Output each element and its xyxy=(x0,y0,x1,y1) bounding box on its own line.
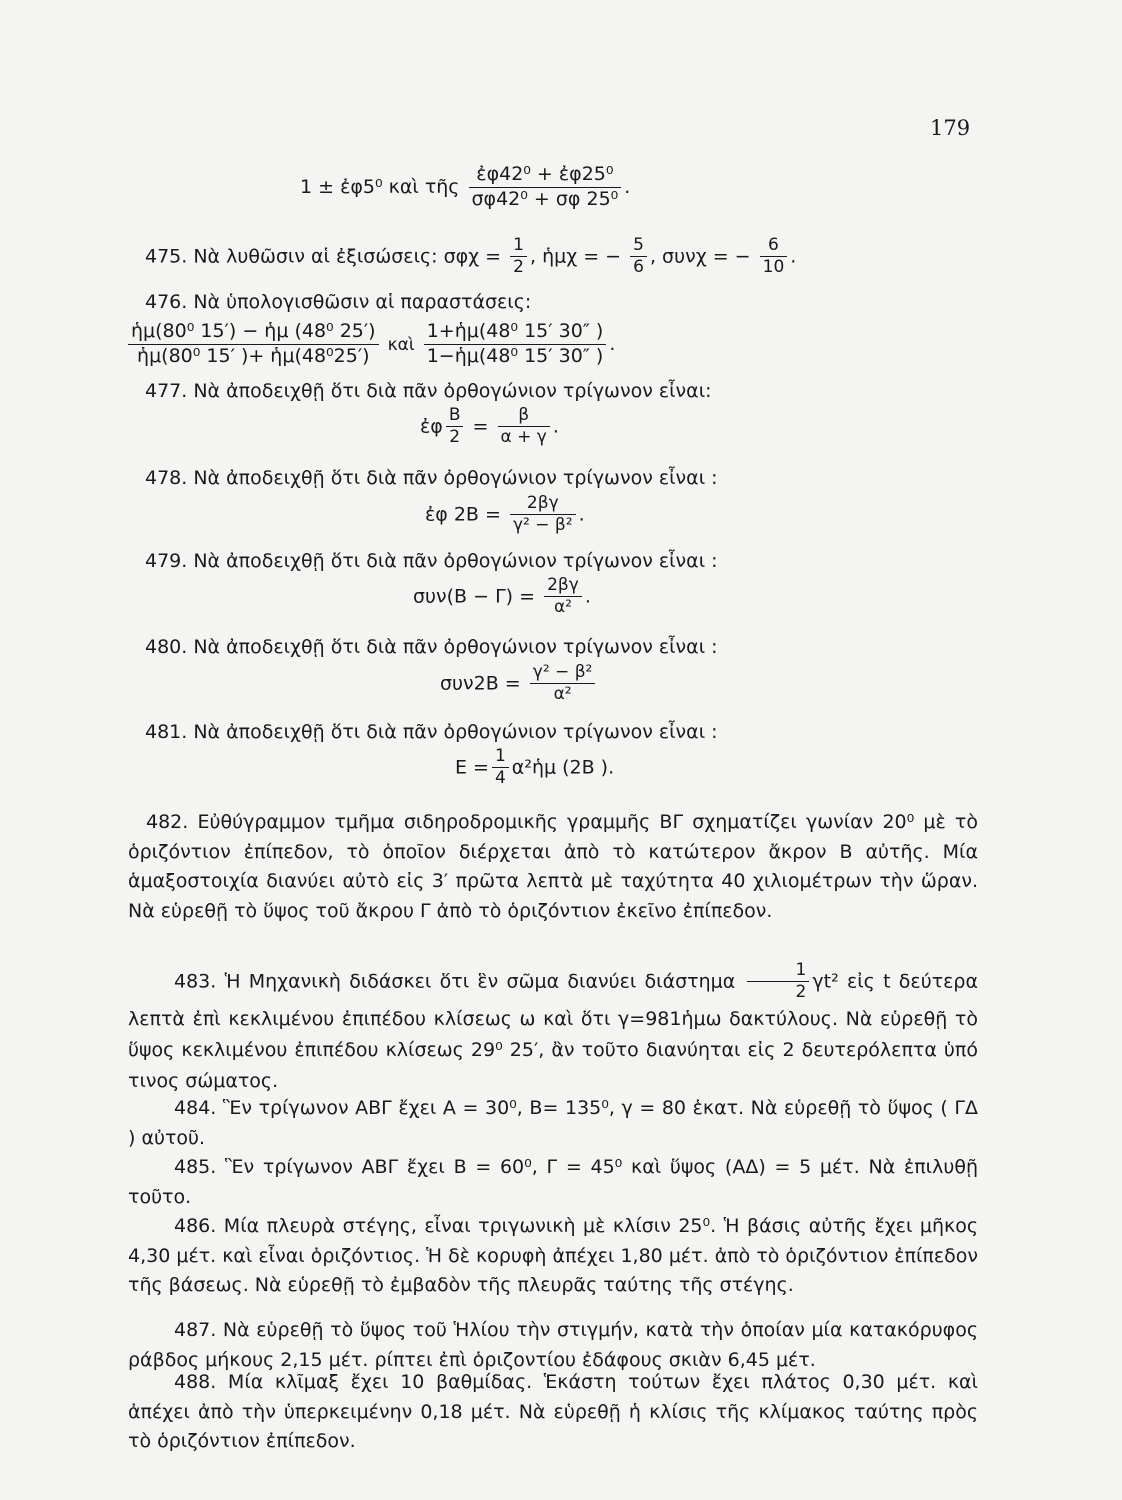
frac-numerator: Β xyxy=(446,405,464,427)
exercise-478-formula xyxy=(425,493,585,537)
frac-denominator: α + γ xyxy=(500,427,547,448)
frac-numerator: 5 xyxy=(630,235,647,257)
frac-numerator: 1 xyxy=(492,746,509,768)
exercise-475-frac-2 xyxy=(630,235,647,279)
formula-prefix: ἐφ 2Β = xyxy=(425,503,501,526)
top-expression-fraction xyxy=(469,163,622,212)
frac-denominator: 2 xyxy=(449,427,461,448)
frac-denominator: γ² − β² xyxy=(512,515,573,536)
exercise-480-formula xyxy=(440,662,598,706)
exercise-476-heading: 476. Νὰ ὑπολογισθῶσιν αἱ παραστάσεις: xyxy=(145,291,532,313)
top-expression-numerator: ἐφ42⁰ + ἐφ25⁰ xyxy=(469,163,622,188)
formula-prefix: ἐφ xyxy=(420,415,443,438)
exercise-480-heading: 480. Νὰ ἀποδειχθῇ ὅτι διὰ πᾶν ὀρθογώνιον τρίγωνον εἶναι : xyxy=(145,636,718,658)
exercise-476-frac-a xyxy=(128,320,379,369)
frac-denominator: α² xyxy=(553,597,572,618)
exercise-475-end: . xyxy=(790,245,797,268)
top-expression-lead: 1 ± ἐφ5⁰ καὶ τῆς xyxy=(300,175,460,198)
exercise-481-frac xyxy=(492,746,509,790)
exercise-486: 486. Μία πλευρὰ στέγης, εἶναι τριγωνικὴ μὲ κλίσιν 25⁰. Ἡ βάσις αὐτῆς ἔχει μῆκος 4,30 μέτ. καὶ εἶναι ὁριζόντιος. Ἡ δὲ κορυφὴ ἀπέχει 1,80 μέτ. ἀπὸ τὸ ὁριζόντιον ἐπίπεδον τῆς βάσεως. Νὰ εὑρεθῇ τὸ ἐμβαδὸν τῆς πλευρᾶς ταύτης τῆς στέγης. xyxy=(128,1215,978,1296)
exercise-476-expressions xyxy=(125,320,615,369)
formula-tail: α²ἡμ (2Β ). xyxy=(511,756,615,779)
exercise-475 xyxy=(145,235,796,279)
frac-numerator: ἡμ(80⁰ 15′) − ἡμ (48⁰ 25′) xyxy=(128,320,379,345)
exercise-481-formula xyxy=(455,746,614,790)
frac-denominator: α² xyxy=(553,684,572,705)
frac-numerator: 2βγ xyxy=(544,575,582,597)
exercise-483-rest: γt² εἰς t δεύτερα λεπτὰ ἐπὶ κεκλιμένου ἐπιπέδου κλίσεως ω καὶ ὅτι γ=981ἡμω δακτύλους. Νὰ εὑρεθῇ τὸ ὕψος κεκλιμένου ἐπιπέδου κλίσεως 29⁰ 25′, ἂν τοῦτο διανύηται εἰς 2 δευτερόλεπτα ὑπό τινος σώματος. xyxy=(128,970,978,1092)
exercise-483-frac xyxy=(747,960,810,1004)
exercise-482: 482. Εὐθύγραμμον τμῆμα σιδηροδρομικῆς γραμμῆς ΒΓ σχηματίζει γωνίαν 20⁰ μὲ τὸ ὁριζόντιον ἐπίπεδον, τὸ ὁποῖον διέρχεται ἀπὸ τὸ κατώτερον ἄκρον Β αὐτῆς. Μία ἁμαξοστοιχία διανύει αὐτὸ εἰς 3′ πρῶτα λεπτὰ μὲ ταχύτητα 40 χιλιομέτρων τὴν ὥραν. Νὰ εὑρεθῇ τὸ ὕψος τοῦ ἄκρου Γ ἀπὸ τὸ ὁριζόντιον ἐκεῖνο ἐπίπεδον. xyxy=(128,811,978,922)
exercise-487: 487. Νὰ εὑρεθῇ τὸ ὕψος τοῦ Ἡλίου τὴν στιγμήν, κατὰ τὴν ὁποίαν μία κατακόρυφος ράβδος μήκους 2,15 μέτ. ρίπτει ἐπὶ ὁριζοντίου ἐδάφους σκιὰν 6,45 μέτ. xyxy=(128,1319,978,1371)
exercise-477-frac-1 xyxy=(446,405,464,449)
exercise-481-heading: 481. Νὰ ἀποδειχθῇ ὅτι διὰ πᾶν ὀρθογώνιον τρίγωνον εἶναι : xyxy=(145,721,718,743)
frac-denominator: 2 xyxy=(513,257,524,278)
exercise-477-heading: 477. Νὰ ἀποδειχθῇ ὅτι διὰ πᾶν ὀρθογώνιον τρίγωνον εἶναι: xyxy=(145,380,712,402)
exercise-475-frac-3 xyxy=(760,235,788,279)
exercise-475-text: 475. Νὰ λυθῶσιν αἱ ἐξισώσεις: σφχ = xyxy=(145,245,502,268)
frac-numerator: β xyxy=(498,405,550,427)
exercise-478-frac xyxy=(510,493,576,537)
frac-numerator: γ² − β² xyxy=(530,662,596,684)
frac-numerator: 6 xyxy=(760,235,788,257)
frac-denominator: 6 xyxy=(633,257,644,278)
equals-sign: = xyxy=(472,415,489,438)
formula-prefix: Ε = xyxy=(455,756,489,779)
frac-numerator: 1 xyxy=(747,960,810,982)
exercise-476-and: καὶ xyxy=(387,334,415,355)
exercise-477-frac-2 xyxy=(498,405,550,449)
formula-prefix: συν2Β = xyxy=(440,672,521,695)
top-expression xyxy=(300,163,630,212)
exercise-476-end: . xyxy=(609,332,616,355)
exercise-488: 488. Μία κλῖμαξ ἔχει 10 βαθμίδας. Ἑκάστη τούτων ἔχει πλάτος 0,30 μέτ. καὶ ἀπέχει ἀπὸ τὴν ὑπερκειμένην 0,18 μέτ. Νὰ εὑρεθῇ ἡ κλίσις τῆς κλίμακος ταύτης πρὸς τὸ ὁριζόντιον ἐπίπεδον. xyxy=(128,1371,978,1452)
exercise-475-mid-1: , ἡμχ = − xyxy=(529,245,622,268)
frac-numerator: 2βγ xyxy=(510,493,576,515)
exercise-478-heading: 478. Νὰ ἀποδειχθῇ ὅτι διὰ πᾶν ὀρθογώνιον τρίγωνον εἶναι : xyxy=(145,467,718,489)
formula-prefix: συν(Β − Γ) = xyxy=(413,585,536,608)
exercise-483-start: 483. Ἡ Μηχανικὴ διδάσκει ὅτι ἓν σῶμα διανύει διάστημα xyxy=(174,970,736,993)
formula-end: . xyxy=(578,503,585,526)
exercise-483 xyxy=(128,960,978,1097)
top-expression-denominator: σφ42⁰ + σφ 25⁰ xyxy=(471,187,619,210)
formula-end: . xyxy=(552,415,559,438)
exercise-479-heading: 479. Νὰ ἀποδειχθῇ ὅτι διὰ πᾶν ὀρθογώνιον τρίγωνον εἶναι : xyxy=(145,550,718,572)
exercise-477-formula xyxy=(420,405,559,449)
frac-numerator: 1+ἡμ(48⁰ 15′ 30″ ) xyxy=(424,320,607,345)
top-expression-tail: . xyxy=(624,175,631,198)
exercise-484: 484. Ἓν τρίγωνον ΑΒΓ ἔχει Α = 30⁰, Β= 135⁰, γ = 80 ἑκατ. Νὰ εὑρεθῇ τὸ ὕψος ( ΓΔ ) αὐτοῦ. xyxy=(128,1097,978,1149)
exercise-480-frac xyxy=(530,662,596,706)
frac-numerator: 1 xyxy=(510,235,527,257)
exercise-475-mid-2: , συνχ = − xyxy=(649,245,751,268)
exercise-479-frac xyxy=(544,575,582,619)
frac-denominator: ἡμ(80⁰ 15′ )+ ἡμ(48⁰25′) xyxy=(137,344,370,367)
frac-denominator: 10 xyxy=(762,257,785,278)
page-number: 179 xyxy=(930,116,971,140)
exercise-476-frac-b xyxy=(424,320,607,369)
frac-denominator: 4 xyxy=(494,768,506,789)
exercise-475-frac-1 xyxy=(510,235,527,279)
exercise-479-formula xyxy=(413,575,591,619)
formula-end: . xyxy=(584,585,591,608)
frac-denominator: 2 xyxy=(795,982,807,1003)
frac-denominator: 1−ἡμ(48⁰ 15′ 30″ ) xyxy=(426,344,604,367)
exercise-485: 485. Ἓν τρίγωνον ΑΒΓ ἔχει Β = 60⁰, Γ = 45⁰ καὶ ὕψος (ΑΔ) = 5 μέτ. Νὰ ἐπιλυθῇ τοῦτο. xyxy=(128,1156,978,1208)
